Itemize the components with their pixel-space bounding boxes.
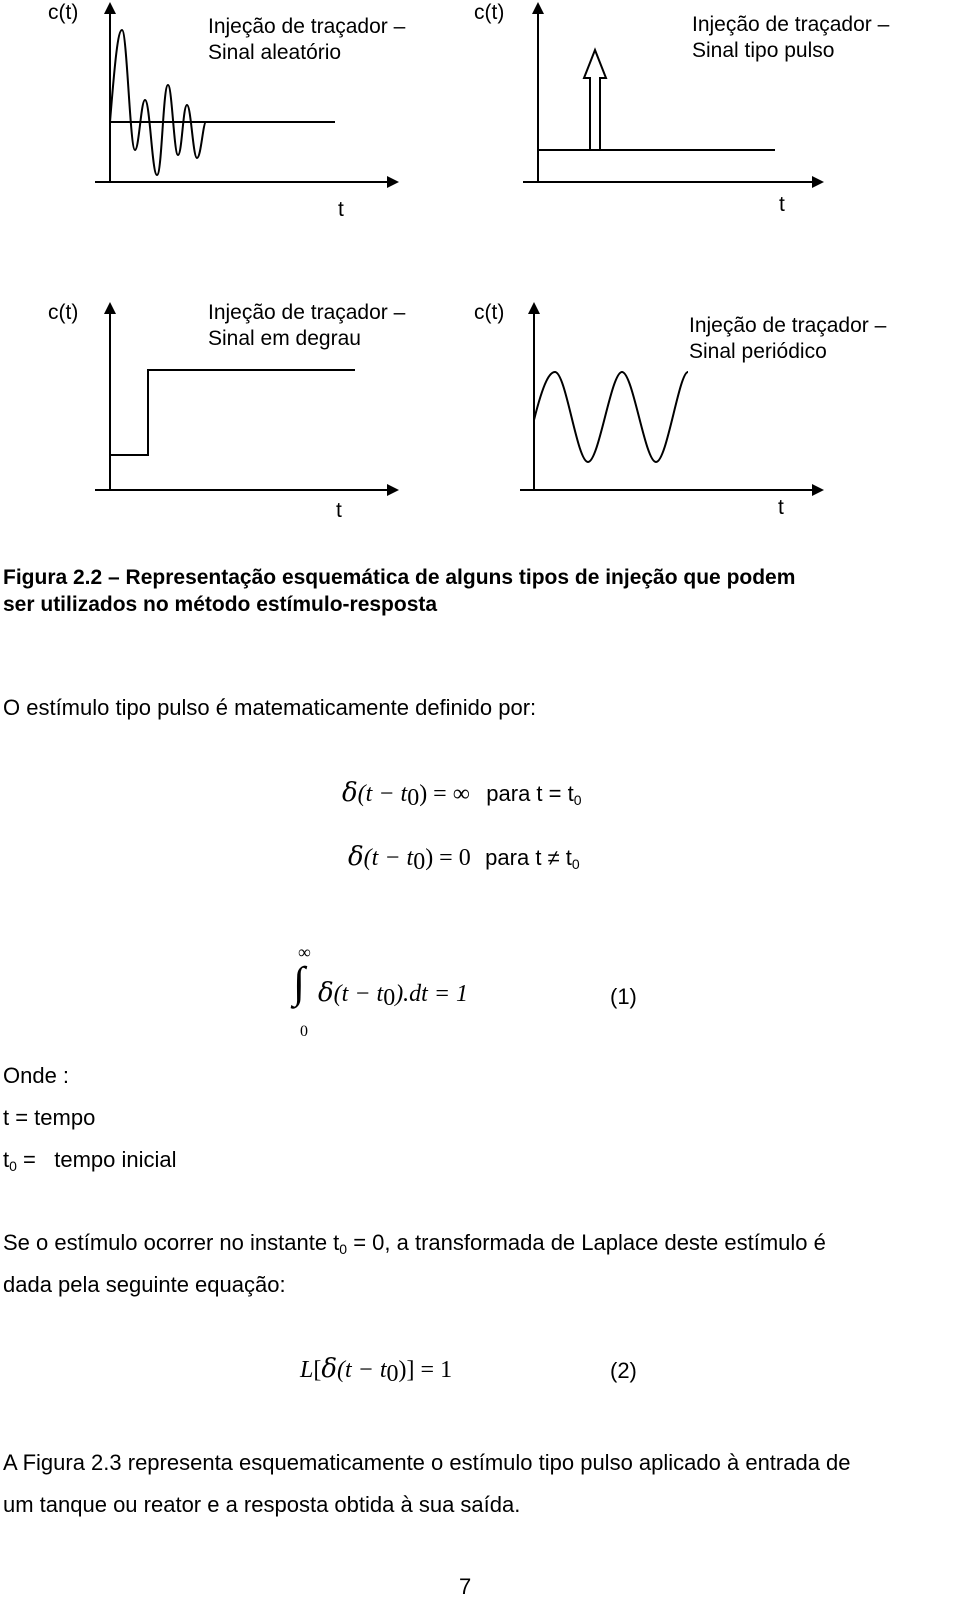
eq2-open: [ xyxy=(313,1357,322,1383)
defs-t0-sym: t xyxy=(3,1147,10,1172)
defs-t0 xyxy=(3,1147,177,1174)
para1-b: = 0, a transformada de Laplace deste estímulo é xyxy=(347,1230,826,1255)
panel-periodic-title-2: Sinal periódico xyxy=(689,340,827,363)
eq1-number: (1) xyxy=(610,984,637,1009)
panel-periodic-x-label: t xyxy=(778,496,784,519)
eq-b-delta: δ xyxy=(348,842,364,872)
eq-a-delta: δ xyxy=(342,778,358,808)
eq-a-cond-sub: 0 xyxy=(573,792,582,808)
eq1-delta: δ xyxy=(318,978,334,1008)
panel-random-title-2: Sinal aleatório xyxy=(208,41,342,64)
eq-a-sub: 0 xyxy=(407,785,420,811)
panel-periodic-title-1: Injeção de traçador – xyxy=(689,314,887,337)
paragraph-figure-2-3-line1: A Figura 2.3 representa esquematicamente o estímulo tipo pulso aplicado à entrada de xyxy=(3,1450,851,1475)
eq1-integral-sign: ∫ xyxy=(293,958,306,1007)
panel-random-signal xyxy=(110,30,206,175)
eq-a-condition: para t = t xyxy=(486,781,574,806)
equation-delta-zero xyxy=(348,842,580,876)
panel-step-x-label: t xyxy=(336,499,342,522)
eq-b-sub: 0 xyxy=(413,849,426,875)
panel-random-title-1: Injeção de traçador – xyxy=(208,15,406,38)
intro-text: O estímulo tipo pulso é matematicamente definido por: xyxy=(3,695,537,720)
eq-b-cond-sub: 0 xyxy=(571,856,580,872)
panel-periodic-signal xyxy=(534,372,688,462)
equation-delta-infinity xyxy=(342,778,582,812)
panel-step-y-label: c(t) xyxy=(48,301,79,324)
eq1-tail: ).dt = 1 xyxy=(395,981,469,1007)
eq-a-rhs: ) = ∞ xyxy=(419,781,470,807)
eq2-sub: 0 xyxy=(386,1361,399,1387)
paragraph-laplace-line2: dada pela seguinte equação: xyxy=(3,1272,286,1297)
panel-pulse-title-2: Sinal tipo pulso xyxy=(692,39,835,62)
eq-b-args: (t − t xyxy=(363,845,414,871)
eq2-L: L xyxy=(300,1357,314,1383)
panel-random-x-label: t xyxy=(338,198,344,221)
eq1-upper-limit: ∞ xyxy=(298,942,311,962)
figure-caption-line2: ser utilizados no método estímulo-resposta xyxy=(3,593,438,616)
eq-b-condition: para t ≠ t xyxy=(485,845,572,870)
eq-a-args: (t − t xyxy=(357,781,408,807)
eq2-body: (t − t xyxy=(337,1357,387,1383)
panel-pulse-y-label: c(t) xyxy=(474,1,505,24)
equation-laplace xyxy=(300,1354,452,1388)
panel-step-title-1: Injeção de traçador – xyxy=(208,301,406,324)
panel-pulse-x-label: t xyxy=(779,193,785,216)
eq1-body: (t − t xyxy=(333,981,384,1007)
paragraph-figure-2-3-line2: um tanque ou reator e a resposta obtida à sua saída. xyxy=(3,1492,521,1517)
defs-t0-sub: 0 xyxy=(9,1158,17,1174)
eq2-number: (2) xyxy=(610,1358,637,1383)
figure-2-2-drawing xyxy=(0,0,960,560)
eq2-tail: )] = 1 xyxy=(398,1357,453,1383)
para1-sub: 0 xyxy=(339,1241,348,1257)
panel-pulse-spike-arrow xyxy=(584,50,606,150)
eq1-lower-limit: 0 xyxy=(300,1023,308,1040)
eq-b-rhs: ) = 0 xyxy=(425,845,471,871)
page-number: 7 xyxy=(459,1574,472,1599)
paragraph-laplace-line1 xyxy=(3,1230,826,1257)
figure-caption-line1: Figura 2.2 – Representação esquemática de alguns tipos de injeção que podem xyxy=(3,566,796,589)
defs-t: t = tempo xyxy=(3,1105,96,1130)
eq1-integrand xyxy=(318,978,468,1012)
panel-step-title-2: Sinal em degrau xyxy=(208,327,361,350)
panel-pulse-title-1: Injeção de traçador – xyxy=(692,13,890,36)
defs-t0-text: = tempo inicial xyxy=(16,1147,177,1172)
panel-random-y-label: c(t) xyxy=(48,1,79,24)
panel-periodic-y-label: c(t) xyxy=(474,301,505,324)
eq1-sub: 0 xyxy=(383,985,396,1011)
para1-a: Se o estímulo ocorrer no instante t xyxy=(3,1230,340,1255)
eq2-delta: δ xyxy=(321,1354,338,1384)
panel-step-signal xyxy=(110,370,355,455)
defs-head: Onde : xyxy=(3,1063,70,1088)
